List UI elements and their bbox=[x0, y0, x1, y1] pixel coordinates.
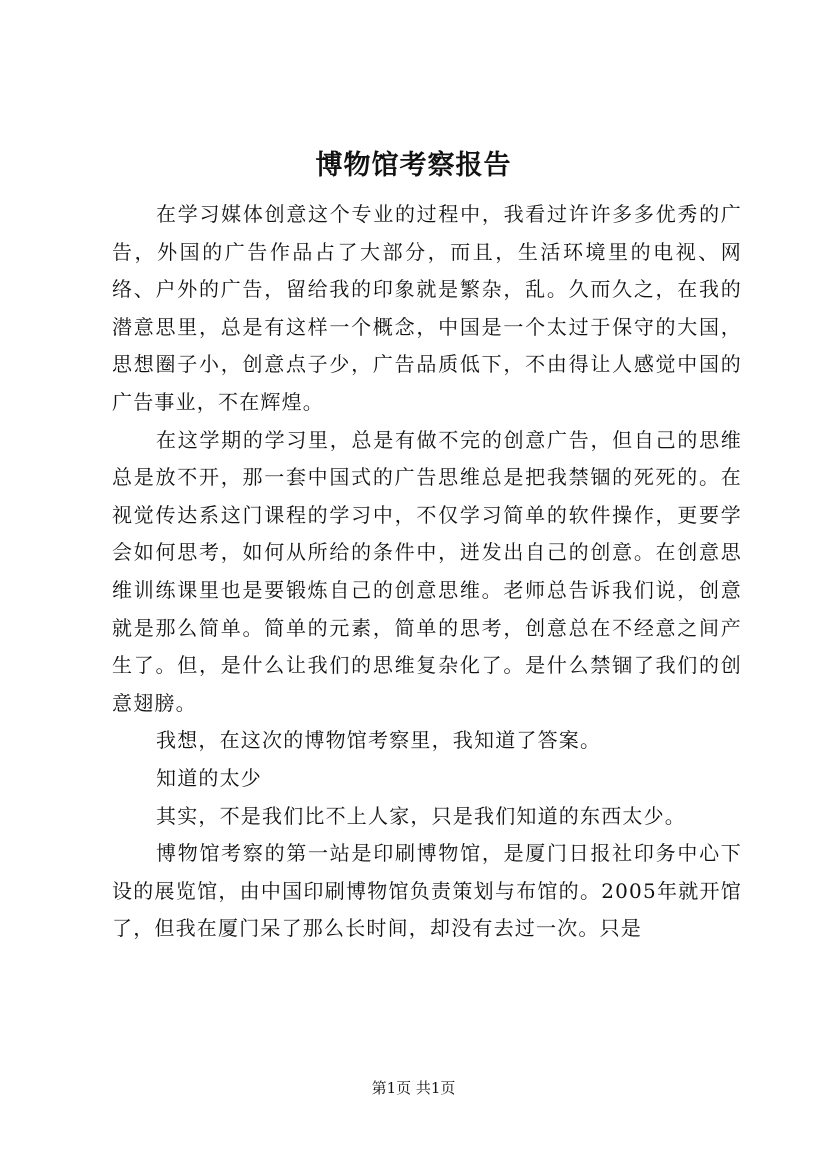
paragraph-1: 在学习媒体创意这个专业的过程中，我看过许许多多优秀的广告，外国的广告作品占了大部分，而且，生活环境里的电视、网络、户外的广告，留给我的印象就是繁杂，乱。久而久之，在我的潜意思里，总是有这样一个概念，中国是一个太过于保守的大国，思想圈子小，创意点子少，广告品质低下，不由得让人感觉中国的广告事业，不在辉煌。 bbox=[112, 202, 742, 414]
paragraph-4: 其实，不是我们比不上人家，只是我们知道的东西太少。 bbox=[156, 803, 686, 828]
page-footer: 第1页 共1页 bbox=[371, 1079, 456, 1097]
document-title: 博物馆考察报告 bbox=[315, 150, 512, 181]
paragraph-3: 我想，在这次的博物馆考察里，我知道了答案。 bbox=[156, 728, 602, 753]
paragraph-2: 在这学期的学习里，总是有做不完的创意广告，但自己的思维总是放不开，那一套中国式的广告思维总是把我禁锢的死死的。在视觉传达系这门课程的学习中，不仅学习简单的软件操作，更要学会如何思考，如何从所给的条件中，迸发出自己的创意。在创意思维训练课里也是要锻炼自己的创意思维。老师总告诉我们说，创意就是那么简单。简单的元素，简单的思考，创意总在不经意之间产生了。但，是什么让我们的思维复杂化了。是什么禁锢了我们的创意翅膀。 bbox=[112, 427, 742, 715]
paragraph-5: 博物馆考察的第一站是印刷博物馆，是厦门日报社印务中心下设的展览馆，由中国印刷博物馆负责策划与布馆的。2005年就开馆了，但我在厦门呆了那么长时间，却没有去过一次。只是 bbox=[112, 841, 742, 941]
document-body bbox=[112, 196, 742, 948]
section-heading: 知道的太少 bbox=[156, 765, 262, 790]
